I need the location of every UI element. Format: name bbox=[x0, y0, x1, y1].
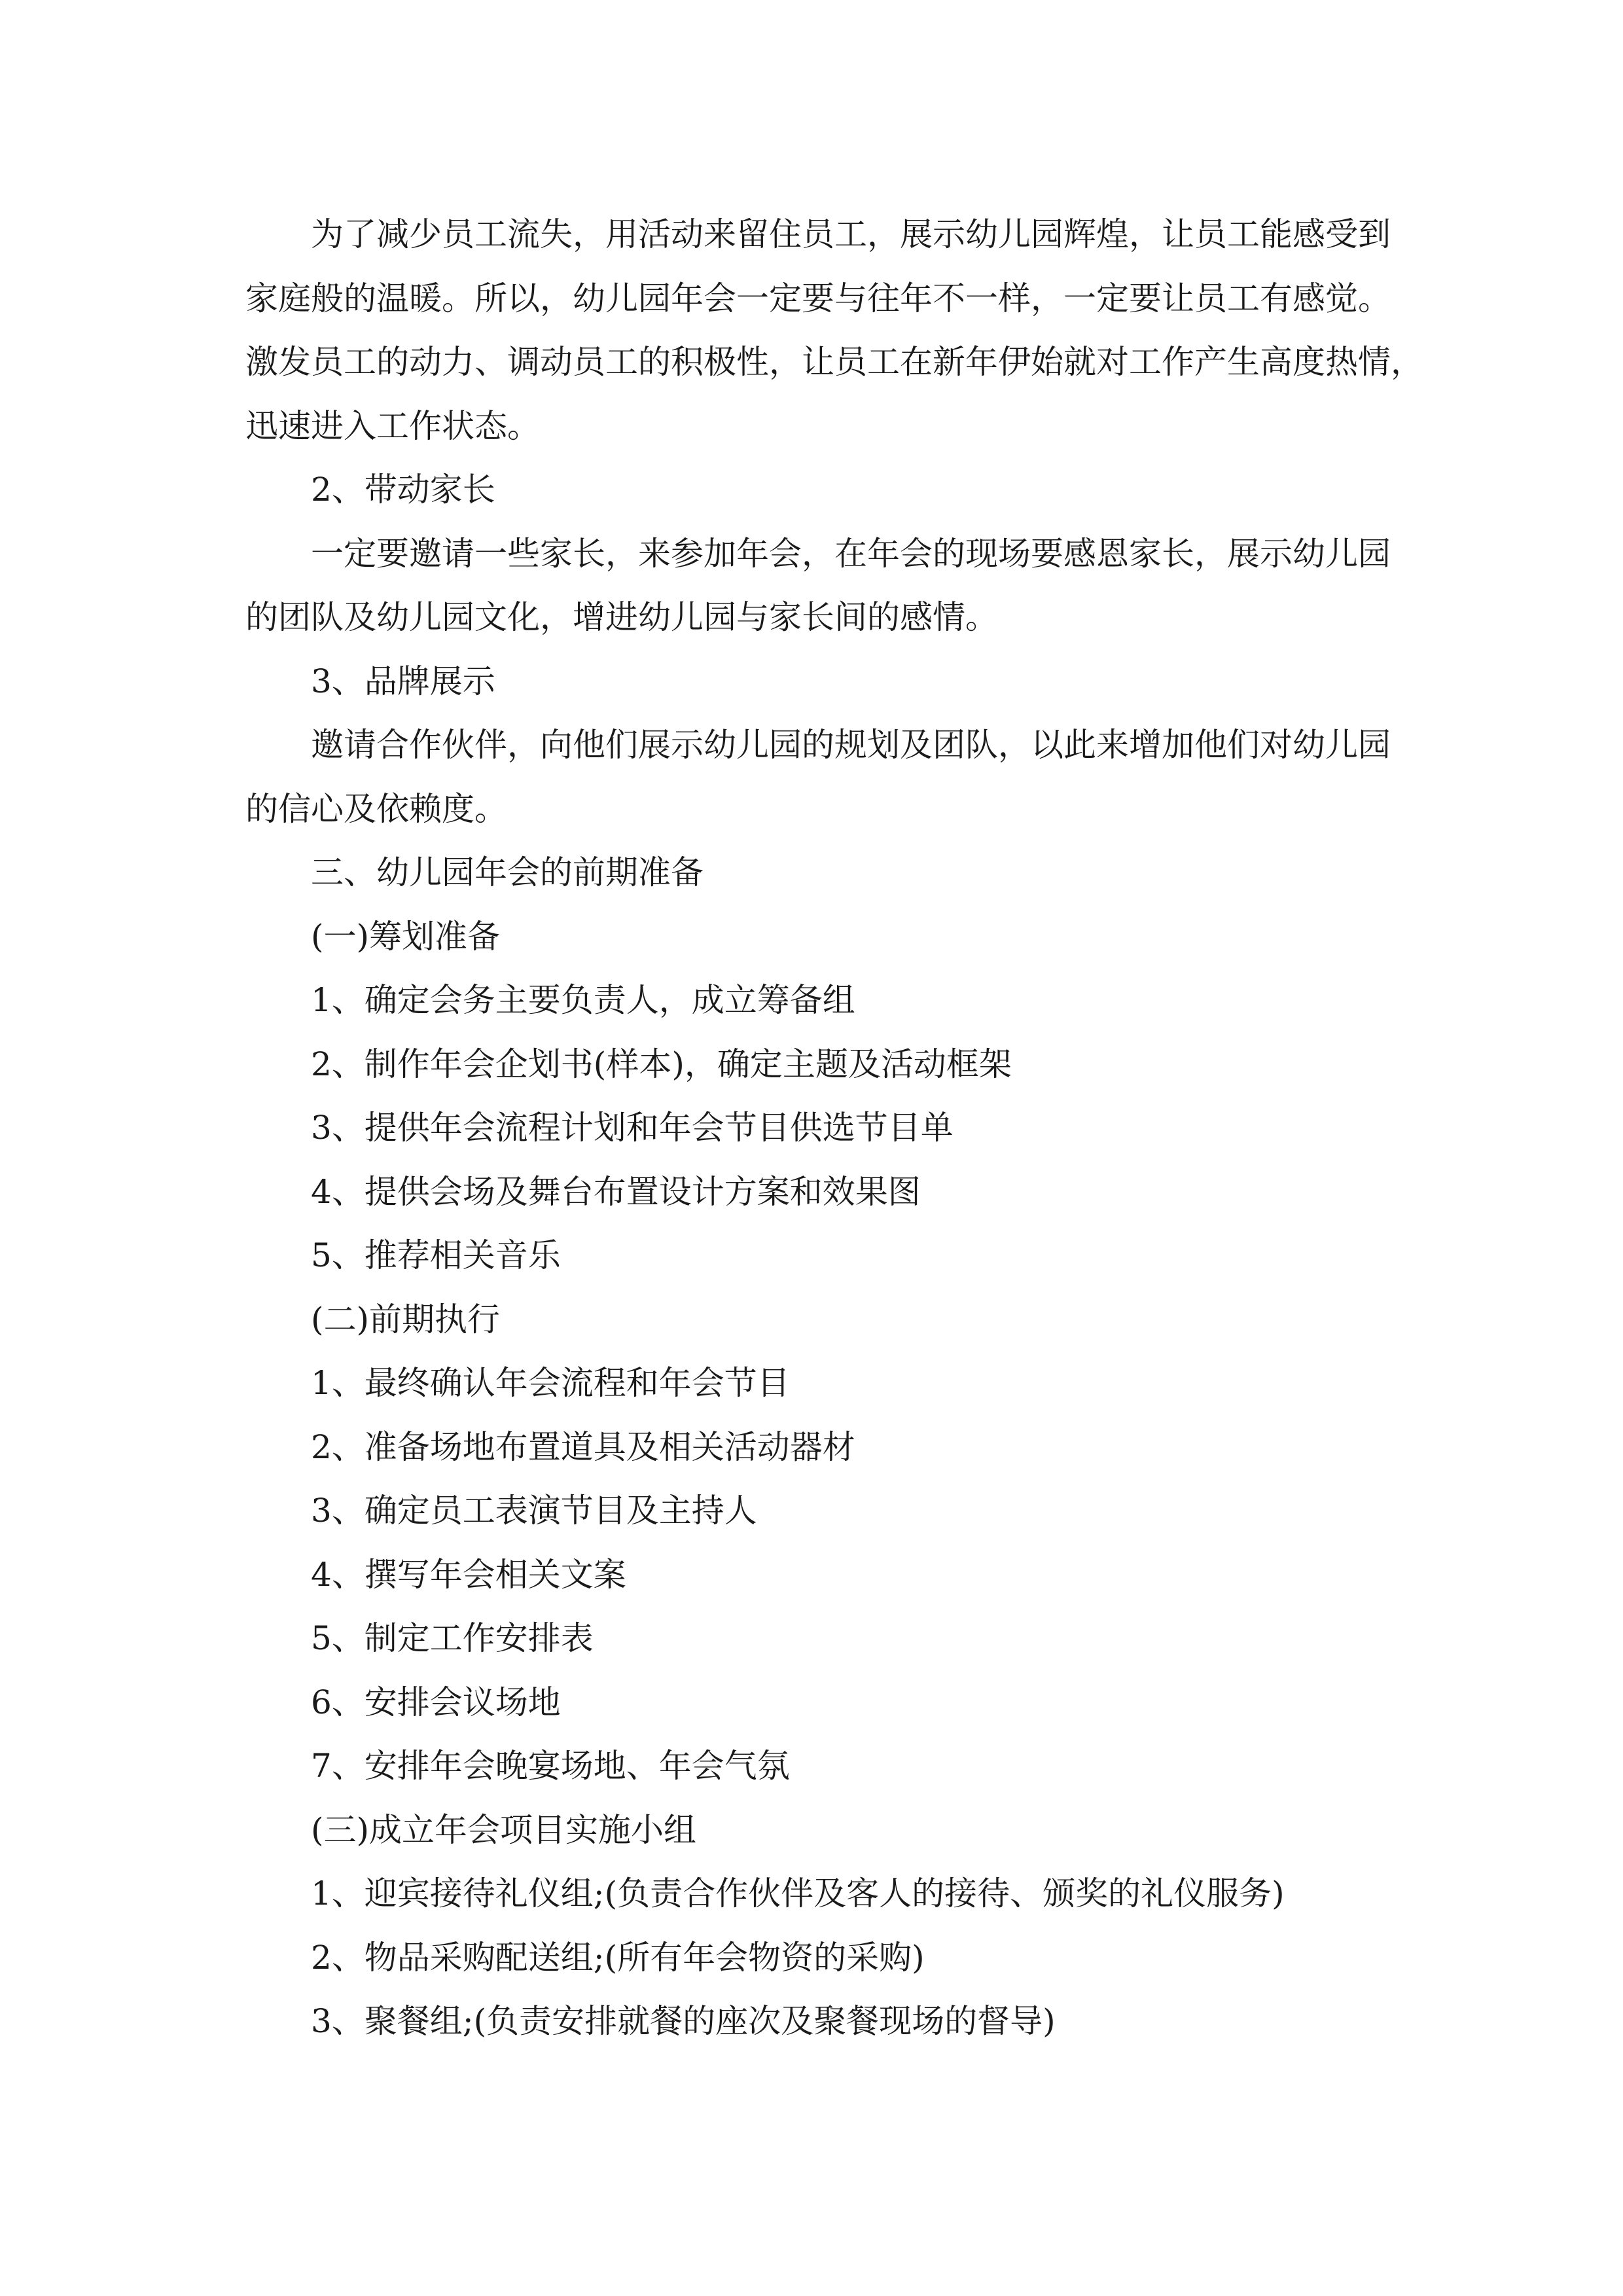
list-item: 1、最终确认年会流程和年会节目 bbox=[311, 1364, 790, 1402]
list-item: 2、物品采购配送组;(所有年会物资的采购) bbox=[311, 1938, 925, 1977]
document-body bbox=[245, 203, 1423, 2054]
section-heading: 3、品牌展示 bbox=[311, 662, 495, 700]
list-item: 5、推荐相关音乐 bbox=[311, 1236, 561, 1274]
list-item: 7、安排年会晚宴场地、年会气氛 bbox=[311, 1747, 790, 1785]
paragraph-line: 邀请合作伙伴，向他们展示幼儿园的规划及团队，以此来增加他们对幼儿园 bbox=[311, 726, 1391, 764]
list-item: 1、迎宾接待礼仪组;(负责合作伙伴及客人的接待、颁奖的礼仪服务) bbox=[311, 1874, 1285, 1912]
list-item: 6、安排会议场地 bbox=[311, 1683, 561, 1721]
list-item: 2、制作年会企划书(样本)，确定主题及活动框架 bbox=[311, 1045, 1012, 1083]
paragraph-line: 的信心及依赖度。 bbox=[245, 789, 507, 828]
paragraph-line: 为了减少员工流失，用活动来留住员工，展示幼儿园辉煌，让员工能感受到 bbox=[311, 215, 1391, 253]
list-item: 4、撰写年会相关文案 bbox=[311, 1555, 626, 1594]
list-item: 3、聚餐组;(负责安排就餐的座次及聚餐现场的督导) bbox=[311, 2002, 1056, 2040]
paragraph-line: 的团队及幼儿园文化，增进幼儿园与家长间的感情。 bbox=[245, 598, 998, 636]
section-heading: 三、幼儿园年会的前期准备 bbox=[311, 853, 704, 891]
section-heading: 2、带动家长 bbox=[311, 471, 495, 509]
paragraph-line: 激发员工的动力、调动员工的积极性，让员工在新年伊始就对工作产生高度热情， bbox=[245, 343, 1423, 381]
list-item: 4、提供会场及舞台布置设计方案和效果图 bbox=[311, 1172, 921, 1211]
paragraph-line: 一定要邀请一些家长，来参加年会，在年会的现场要感恩家长，展示幼儿园 bbox=[311, 534, 1391, 573]
list-item: 3、提供年会流程计划和年会节目供选节目单 bbox=[311, 1109, 954, 1147]
list-item: 3、确定员工表演节目及主持人 bbox=[311, 1492, 757, 1530]
list-item: 2、准备场地布置道具及相关活动器材 bbox=[311, 1427, 855, 1466]
subsection-heading: (一)筹划准备 bbox=[311, 917, 501, 956]
paragraph-line: 家庭般的温暖。所以，幼儿园年会一定要与往年不一样，一定要让员工有感觉。 bbox=[245, 279, 1391, 317]
list-item: 1、确定会务主要负责人，成立筹备组 bbox=[311, 981, 855, 1019]
paragraph-line: 迅速进入工作状态。 bbox=[245, 406, 540, 445]
list-item: 5、制定工作安排表 bbox=[311, 1619, 594, 1657]
subsection-heading: (二)前期执行 bbox=[311, 1300, 501, 1338]
subsection-heading: (三)成立年会项目实施小组 bbox=[311, 1810, 697, 1849]
